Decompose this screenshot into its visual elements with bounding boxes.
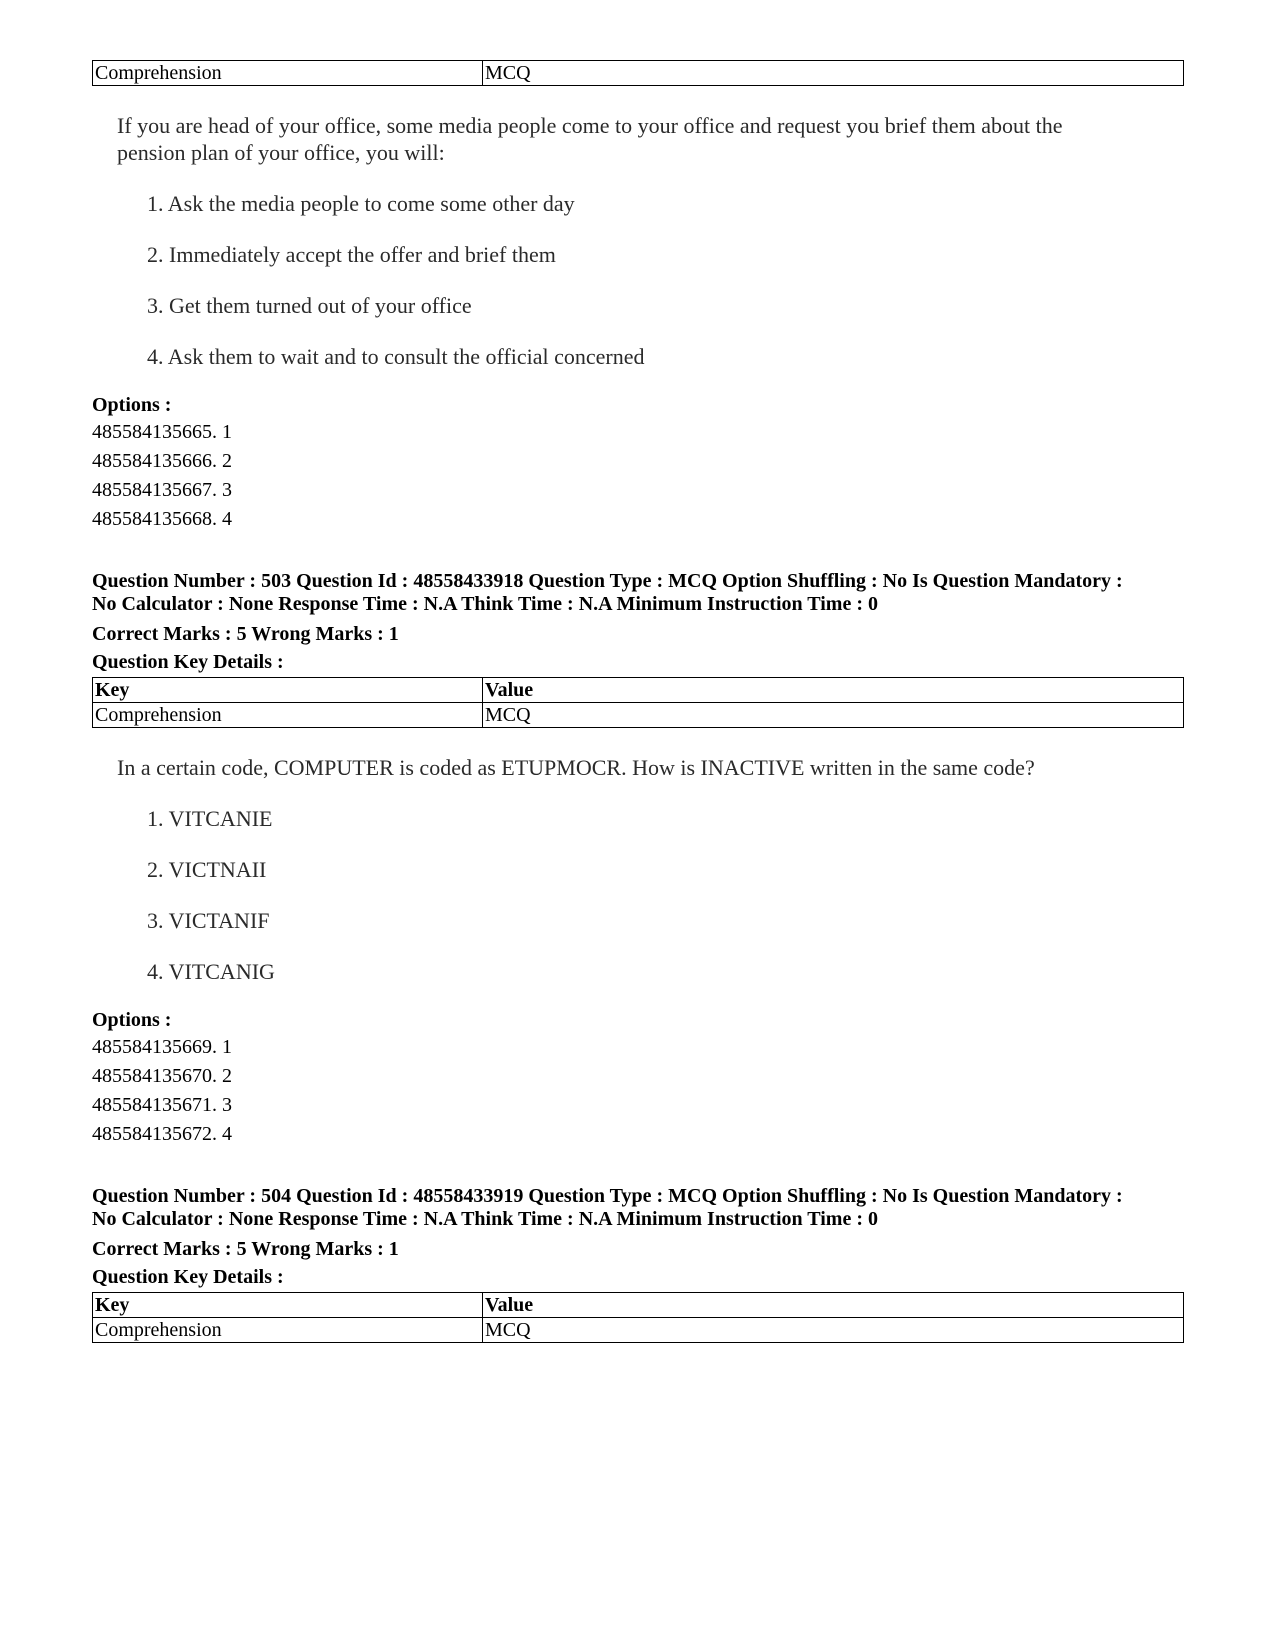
option-item: 485584135671. 3 bbox=[92, 1094, 232, 1116]
options-label: Options : bbox=[92, 394, 172, 416]
key-header: Key bbox=[93, 678, 483, 703]
choice-item: 2. Immediately accept the offer and brief them bbox=[147, 242, 556, 267]
meta-line: No Calculator : None Response Time : N.A Think Time : N.A Minimum Instruction Time : 0 bbox=[92, 593, 878, 615]
option-item: 485584135672. 4 bbox=[92, 1123, 232, 1145]
choice-item: 3. Get them turned out of your office bbox=[147, 293, 472, 318]
choice-item: 1. VITCANIE bbox=[147, 806, 273, 831]
key-details-label: Question Key Details : bbox=[92, 1266, 284, 1288]
meta-line: Question Number : 503 Question Id : 48558433918 Question Type : MCQ Option Shuffling : No Is Question Mandatory : bbox=[92, 570, 1123, 592]
value-header: Value bbox=[483, 678, 1184, 703]
option-item: 485584135669. 1 bbox=[92, 1036, 232, 1058]
question-stem: In a certain code, COMPUTER is coded as ETUPMOCR. How is INACTIVE written in the same code? bbox=[117, 755, 1035, 780]
table-row bbox=[93, 1318, 1184, 1343]
question-502-content bbox=[92, 112, 1184, 370]
table-row bbox=[93, 703, 1184, 728]
options-list bbox=[92, 1033, 1184, 1149]
question-504-meta bbox=[92, 1185, 1184, 1231]
option-item: 485584135666. 2 bbox=[92, 450, 232, 472]
choice-item: 4. VITCANIG bbox=[147, 959, 275, 984]
options-list bbox=[92, 418, 1184, 534]
meta-line: Question Number : 504 Question Id : 48558433919 Question Type : MCQ Option Shuffling : No Is Question Mandatory : bbox=[92, 1185, 1123, 1207]
key-cell: Comprehension bbox=[93, 703, 483, 728]
table-header-row bbox=[93, 678, 1184, 703]
marks-line: Correct Marks : 5 Wrong Marks : 1 bbox=[92, 623, 399, 645]
marks-line: Correct Marks : 5 Wrong Marks : 1 bbox=[92, 1238, 399, 1260]
document-page bbox=[92, 60, 1184, 1343]
key-cell: Comprehension bbox=[93, 61, 483, 86]
option-item: 485584135665. 1 bbox=[92, 421, 232, 443]
option-item: 485584135670. 2 bbox=[92, 1065, 232, 1087]
option-item: 485584135668. 4 bbox=[92, 508, 232, 530]
choice-item: 1. Ask the media people to come some other day bbox=[147, 191, 575, 216]
value-cell: MCQ bbox=[483, 61, 1184, 86]
question-503-content bbox=[92, 754, 1184, 985]
question-503-key-table bbox=[92, 677, 1184, 728]
question-503-meta bbox=[92, 570, 1184, 616]
choice-item: 4. Ask them to wait and to consult the official concerned bbox=[147, 344, 645, 369]
value-cell: MCQ bbox=[483, 703, 1184, 728]
key-cell: Comprehension bbox=[93, 1318, 483, 1343]
top-key-table bbox=[92, 60, 1184, 86]
choice-item: 2. VICTNAII bbox=[147, 857, 267, 882]
choice-item: 3. VICTANIF bbox=[147, 908, 270, 933]
table-row bbox=[93, 61, 1184, 86]
meta-line: No Calculator : None Response Time : N.A Think Time : N.A Minimum Instruction Time : 0 bbox=[92, 1208, 878, 1230]
options-label: Options : bbox=[92, 1009, 172, 1031]
value-header: Value bbox=[483, 1293, 1184, 1318]
question-504-key-table bbox=[92, 1292, 1184, 1343]
key-details-label: Question Key Details : bbox=[92, 651, 284, 673]
question-stem: If you are head of your office, some media people come to your office and request you brief them about the pension plan of your office, you will: bbox=[117, 113, 1063, 165]
table-header-row bbox=[93, 1293, 1184, 1318]
key-header: Key bbox=[93, 1293, 483, 1318]
value-cell: MCQ bbox=[483, 1318, 1184, 1343]
option-item: 485584135667. 3 bbox=[92, 479, 232, 501]
